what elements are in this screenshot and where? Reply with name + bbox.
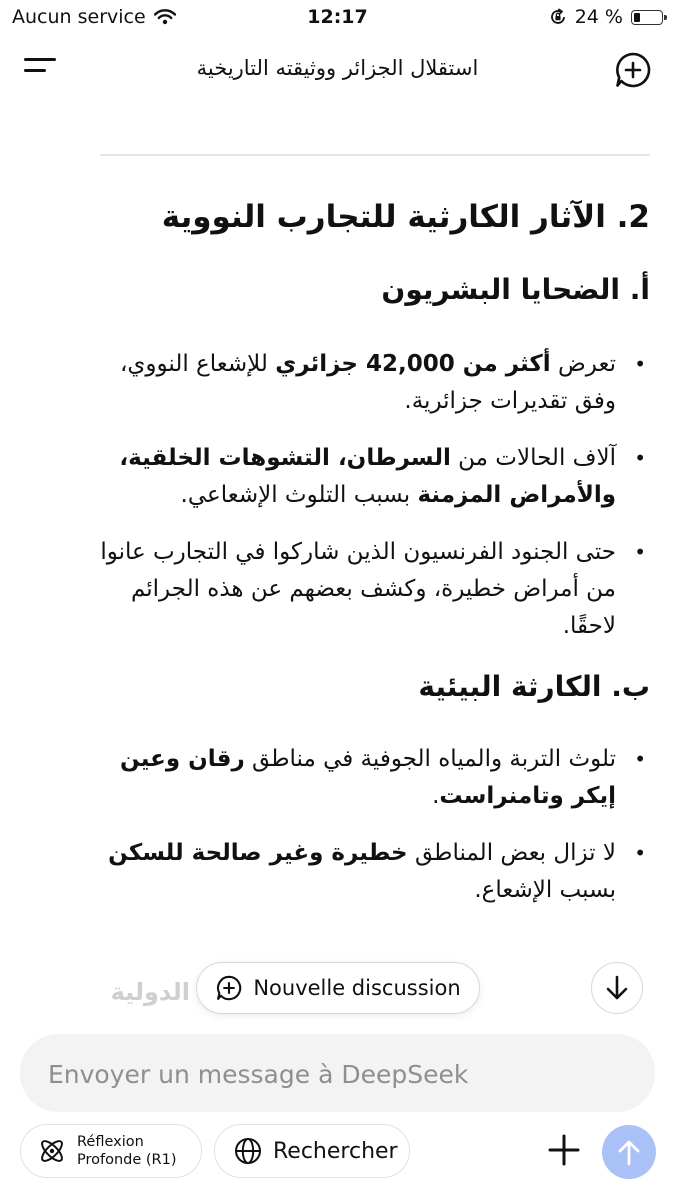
message-input[interactable] [46,1034,630,1114]
list-item: • لا تزال بعض المناطق خطيرة وغير صالحة للسكن بسبب الإشعاع. [100,835,650,909]
menu-button[interactable] [24,56,60,84]
assistant-message [100,110,650,929]
battery-icon [631,10,663,25]
subheading-environmental: ب. الكارثة البيئية [418,670,650,703]
faded-heading-fragment: الدولية [110,978,190,1006]
bullet-list-victims [100,346,650,645]
status-time: 12:17 [307,6,368,28]
new-chat-plus-icon [613,50,653,90]
section-heading: 2. الآثار الكارثية للتجارب النووية [161,199,650,235]
send-button[interactable] [602,1125,656,1179]
scroll-to-bottom-button[interactable] [591,962,643,1014]
new-discussion-button[interactable] [196,962,480,1014]
plus-icon [544,1130,584,1170]
status-bar [0,0,675,34]
bullet-list-environment [100,741,650,909]
subheading-human-victims: أ. الضحايا البشريون [381,273,650,306]
app-header [0,38,675,102]
new-discussion-label: Nouvelle discussion [253,976,461,1000]
atom-icon [37,1136,67,1166]
divider [100,154,650,156]
globe-icon [233,1136,263,1166]
arrow-up-icon [617,1138,641,1166]
conversation-title: استقلال الجزائر ووثيقته التاريخية [196,56,479,80]
list-item: • حتى الجنود الفرنسيون الذين شاركوا في التجارب عانوا من أمراض خطيرة، وكشف بعضهم عن هذه الجرائم لاحقًا. [100,534,650,645]
new-chat-plus-icon [215,974,243,1002]
list-item: • تعرض أكثر من 42,000 جزائري للإشعاع النووي، وفق تقديرات جزائرية. [100,346,650,420]
search-web-label: Rechercher [273,1138,398,1164]
new-chat-button[interactable] [613,50,653,90]
list-item: • آلاف الحالات من السرطان، التشوهات الخلقية، والأمراض المزمنة بسبب التلوث الإشعاعي. [100,440,650,514]
orientation-lock-icon [549,8,567,26]
arrow-down-icon [605,975,629,1001]
message-input-container [20,1034,655,1112]
attach-button[interactable] [544,1130,584,1170]
carrier-label: Aucun service [12,6,146,28]
battery-area [549,6,663,28]
deep-think-label: Réflexion Profonde (R1) [77,1134,177,1168]
search-web-button[interactable] [214,1124,410,1178]
list-item: • تلوث التربة والمياه الجوفية في مناطق رقان وعين إيكر وتامنراست. [100,741,650,815]
deep-think-button[interactable] [20,1124,202,1178]
battery-percent: 24 % [574,6,623,28]
